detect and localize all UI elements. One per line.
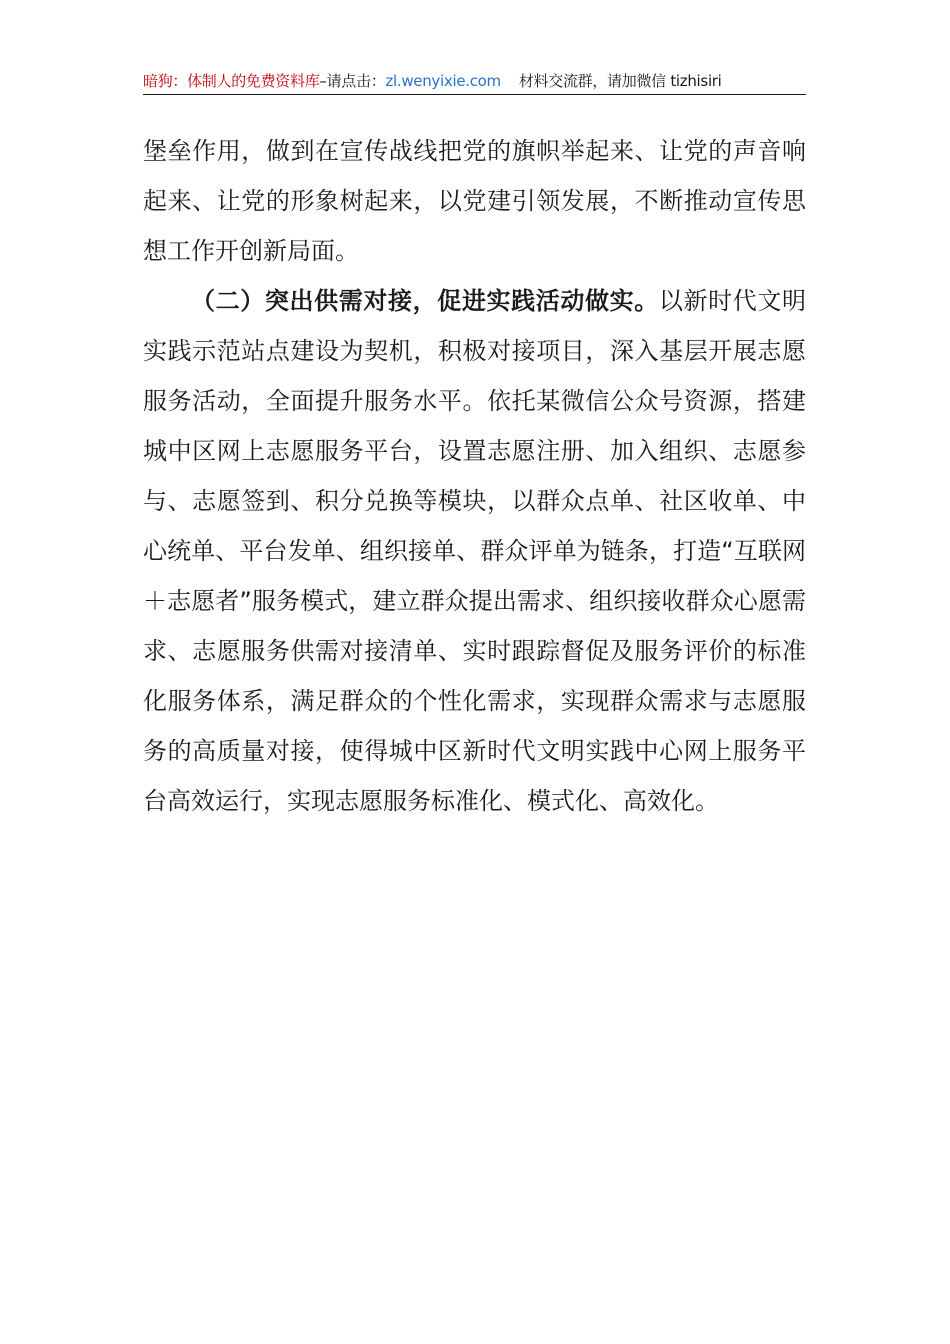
header-contact: 材料交流群，请加微信 tizhisiri: [518, 72, 722, 90]
document-body: [143, 126, 806, 826]
header-brand: 暗狗：体制人的免费资料库: [143, 72, 320, 90]
section-heading: （二）突出供需对接，促进实践活动做实。: [191, 287, 659, 315]
header-divider: [143, 94, 806, 95]
header-url-link[interactable]: zl.wenyixie.com: [385, 72, 501, 90]
page-header: [143, 70, 806, 92]
paragraph-2: [143, 276, 806, 826]
header-prompt: –请点击：: [319, 72, 386, 90]
paragraph-2-text: 以新时代文明实践示范站点建设为契机，积极对接项目，深入基层开展志愿服务活动，全面提升服务水平。依托某微信公众号资源，搭建城中区网上志愿服务平台，设置志愿注册、加入组织、志愿参与、志愿签到、积分兑换等模块，以群众点单、社区收单、中心统单、平台发单、组织接单、群众评单为链条，打造“互联网＋志愿者”服务模式，建立群众提出需求、组织接收群众心愿需求、志愿服务供需对接清单、实时跟踪督促及服务评价的标准化服务体系，满足群众的个性化需求，实现群众需求与志愿服务的高质量对接，使得城中区新时代文明实践中心网上服务平台高效运行，实现志愿服务标准化、模式化、高效化。: [143, 287, 806, 815]
paragraph-1: 堡垒作用，做到在宣传战线把党的旗帜举起来、让党的声音响起来、让党的形象树起来，以党建引领发展，不断推动宣传思想工作开创新局面。: [143, 137, 806, 265]
